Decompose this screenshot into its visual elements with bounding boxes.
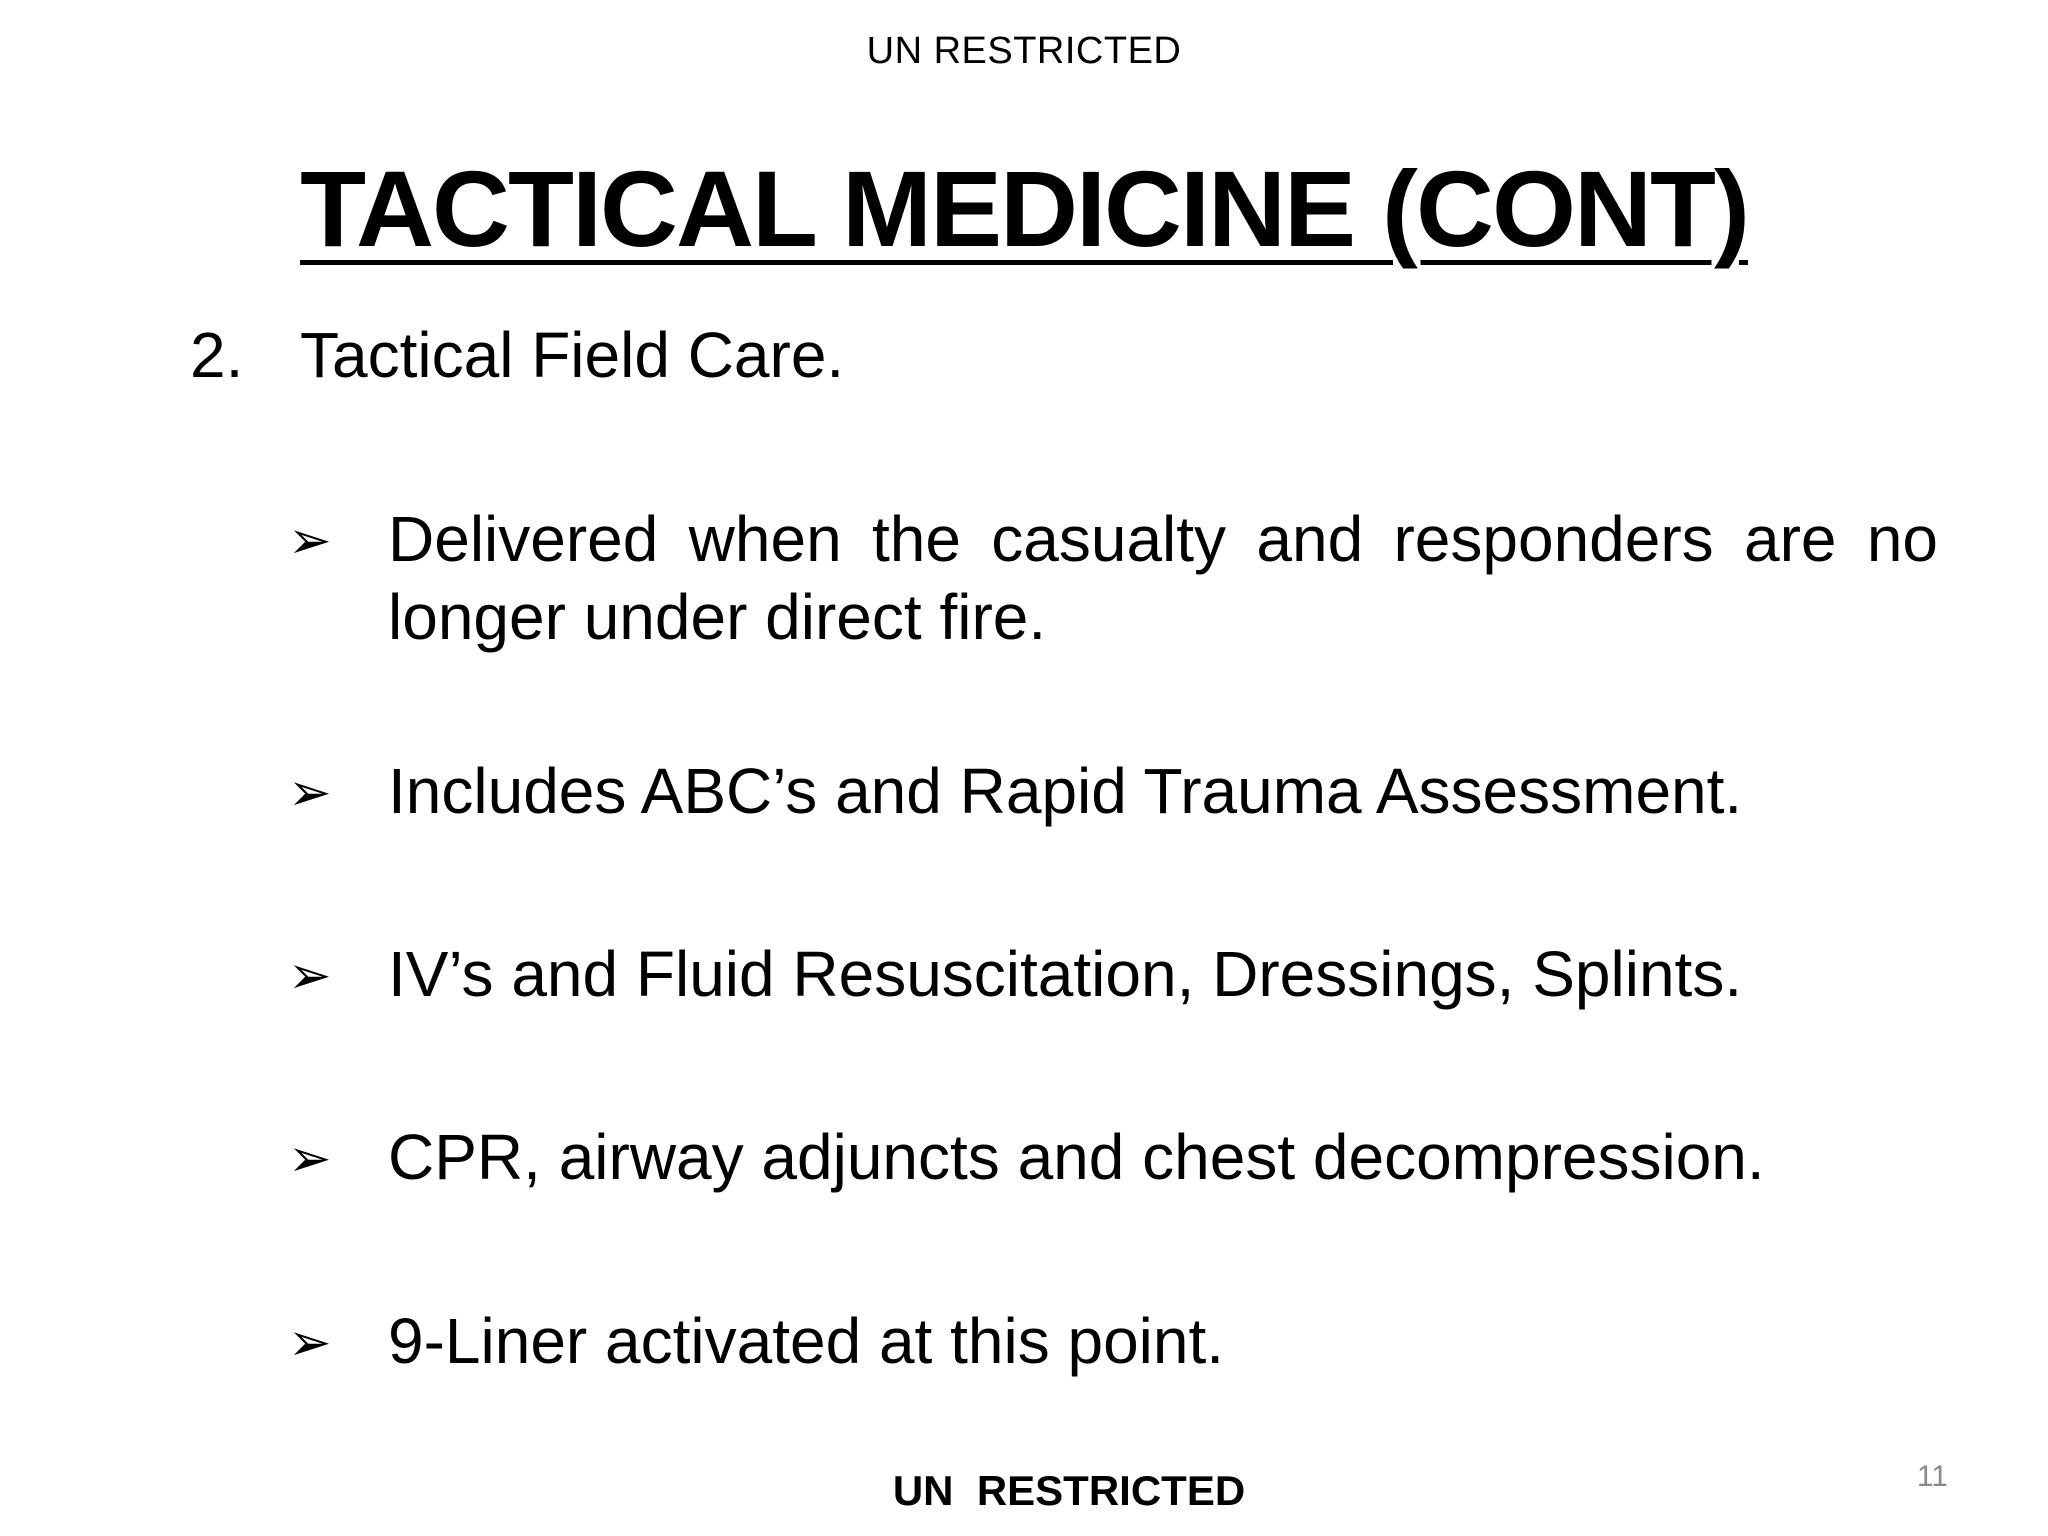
- bullet-text: 9-Liner activated at this point.: [388, 1305, 1225, 1377]
- bullet-item: [288, 752, 1938, 832]
- bullet-text: Delivered when the casualty and responders are no longer under direct fire.: [388, 503, 1938, 653]
- arrow-bullet-icon: ➢: [288, 946, 332, 1006]
- bullet-item: [288, 1302, 1938, 1382]
- section-number: 2.: [190, 319, 244, 391]
- bullet-text: CPR, airway adjuncts and chest decompression.: [388, 1121, 1765, 1193]
- bullet-item: [288, 500, 1938, 656]
- section-heading-text: Tactical Field Care.: [300, 319, 845, 391]
- arrow-bullet-icon: ➢: [288, 763, 332, 823]
- bullet-item: [288, 935, 1938, 1015]
- classification-footer: UN RESTRICTED: [892, 1467, 1246, 1514]
- arrow-bullet-icon: ➢: [288, 1129, 332, 1189]
- slide-title: [0, 150, 2048, 269]
- slide-title-text: TACTICAL MEDICINE (CONT): [300, 148, 1748, 269]
- section-heading: [190, 318, 844, 392]
- bullet-text: IV’s and Fluid Resuscitation, Dressings, Splints.: [388, 938, 1743, 1010]
- bullet-item: [288, 1118, 1938, 1198]
- arrow-bullet-icon: ➢: [288, 1313, 332, 1373]
- classification-header: UN RESTRICTED: [866, 30, 1182, 72]
- bullet-text: Includes ABC’s and Rapid Trauma Assessment.: [388, 755, 1743, 827]
- arrow-bullet-icon: ➢: [288, 511, 332, 571]
- page-number: 11: [1916, 1460, 1948, 1493]
